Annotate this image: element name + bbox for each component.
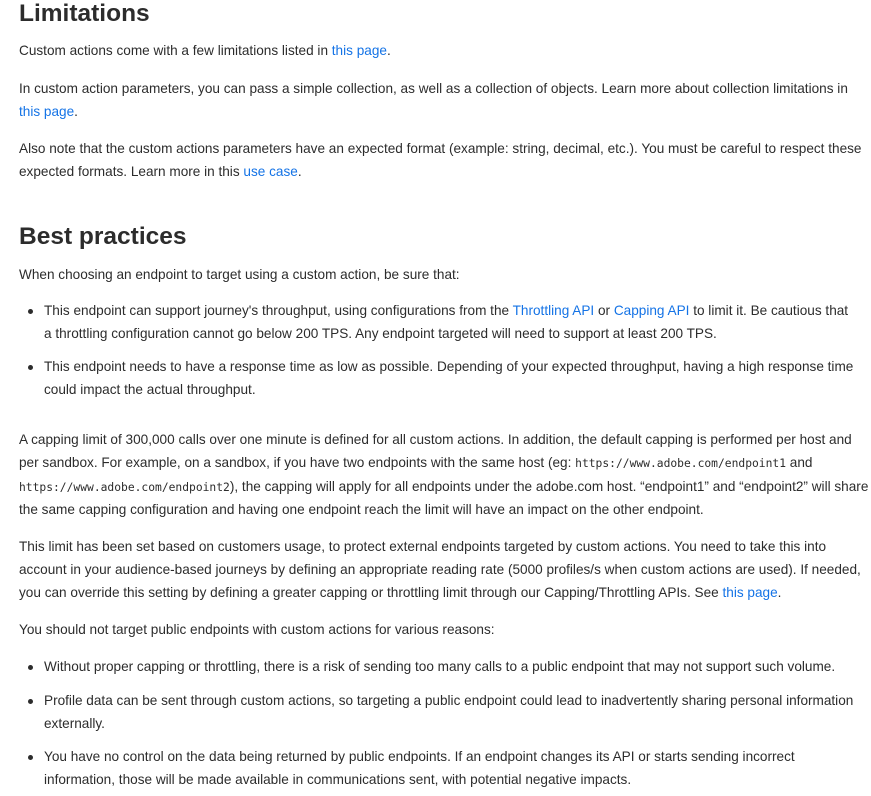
list-item: Profile data can be sent through custom actions, so targeting a public endpoint could lead to inadvertently sharing personal information externally.	[19, 690, 859, 736]
limitations-paragraph-1: Custom actions come with a few limitations listed in this page.	[19, 43, 391, 58]
public-endpoint-reasons-list-2	[19, 690, 859, 736]
best-practices-intro: When choosing an endpoint to target using a custom action, be sure that:	[19, 267, 460, 282]
limitations-heading: Limitations	[19, 0, 150, 27]
limitations-paragraph-2: In custom action parameters, you can pass a simple collection, as well as a collection of objects. Learn more about collection limitations in this page.	[19, 81, 848, 119]
capping-api-link[interactable]: Capping API	[613, 303, 690, 318]
limitations-paragraph-3: Also note that the custom actions parameters have an expected format (example: string, decimal, etc.). You must be careful to respect these expected formats. Learn more in this use case.	[19, 141, 862, 179]
throttling-api-link[interactable]: Throttling API	[512, 303, 595, 318]
capping-paragraph: A capping limit of 300,000 calls over one minute is defined for all custom actions. In addition, the default capping is performed per host and per sandbox. For example, on a sandbox, if you have two endpoints with the same host (eg: https://www.adobe.com/endpoint1 and https://www.adobe.com/endpoint2), the capping will apply for all endpoints under the adobe.com host. “endpoint1” and “endpoint2” will share the same capping configuration and having one endpoint reach the limit will have an impact on the other endpoint.	[19, 432, 869, 518]
this-page-link-3[interactable]: this page	[722, 584, 778, 600]
public-endpoint-reasons-list	[19, 656, 859, 679]
best-practices-heading: Best practices	[19, 223, 187, 250]
endpoint1-code: https://www.adobe.com/endpoint1	[575, 456, 786, 470]
public-endpoints-intro: You should not target public endpoints with custom actions for various reasons:	[19, 622, 495, 637]
this-page-link-2[interactable]: this page	[19, 103, 75, 119]
endpoint-requirements-list	[19, 300, 859, 346]
this-page-link-1[interactable]: this page	[331, 43, 387, 58]
endpoint-requirements-list-2	[19, 356, 859, 402]
list-item: This endpoint needs to have a response time as low as possible. Depending of your expected throughput, having a high response time could impact the actual throughput.	[19, 356, 859, 402]
list-item: This endpoint can support journey's throughput, using configurations from the Throttling API or Capping API to limit it. Be cautious that a throttling configuration cannot go below 200 TPS. Any endpoint targeted will need to support at least 200 TPS.	[19, 300, 859, 346]
list-item: You have no control on the data being returned by public endpoints. If an endpoint changes its API or starts sending incorrect information, those will be made available in communications sent, with potential negative impacts.	[19, 746, 859, 792]
use-case-link[interactable]: use case	[243, 163, 298, 179]
endpoint2-code: https://www.adobe.com/endpoint2	[19, 480, 230, 494]
limit-paragraph: This limit has been set based on customers usage, to protect external endpoints targeted by custom actions. You need to take this into account in your audience-based journeys by defining an appropriate reading rate (5000 profiles/s when custom actions are used). If needed, you can override this setting by defining a greater capping or throttling limit through our Capping/Throttling APIs. See this page.	[19, 539, 861, 600]
list-item: Without proper capping or throttling, there is a risk of sending too many calls to a public endpoint that may not support such volume.	[19, 656, 859, 679]
public-endpoint-reasons-list-3	[19, 746, 859, 792]
